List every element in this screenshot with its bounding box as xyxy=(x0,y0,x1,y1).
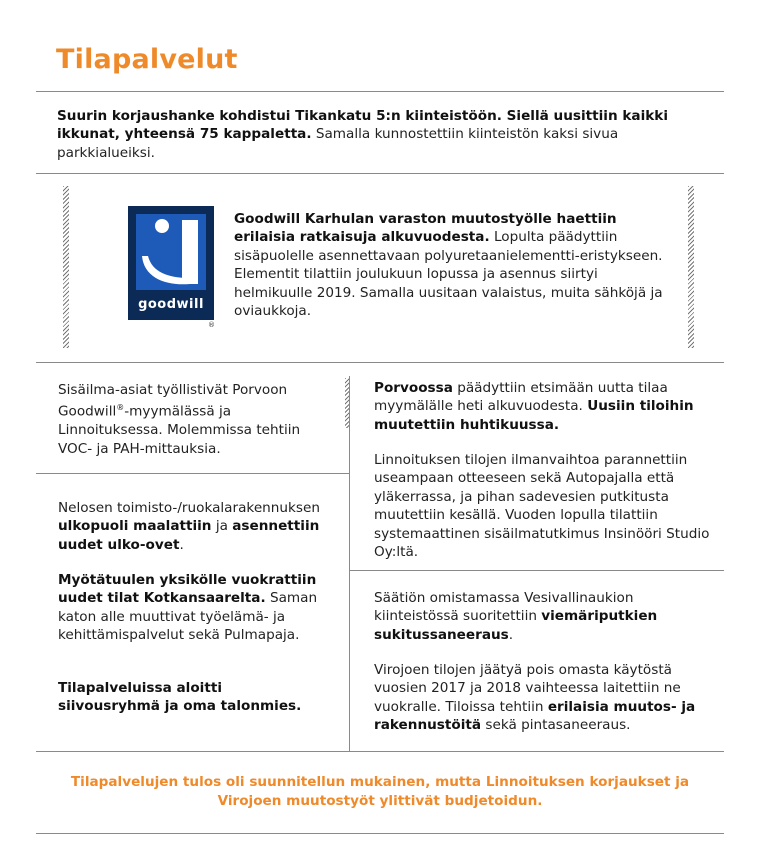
divider xyxy=(36,362,724,363)
left-paragraph-2 xyxy=(58,499,320,554)
left-p2-text-2: ja xyxy=(211,518,233,535)
right-p1-text: päädyttiin etsimään uutta tilaa myymälälle heti alkuvuodesta. xyxy=(374,380,668,415)
right-paragraph-2 xyxy=(374,451,714,561)
left-p1-text: Sisäilma-asiat työllistivät Porvoon Goodwill xyxy=(58,382,288,420)
divider xyxy=(349,570,724,571)
left-p2-bold-2: asennettiin uudet ulko-ovet xyxy=(58,518,320,553)
intro-bold: Suurin korjaushanke kohdistui Tikankatu 5:n kiinteistöön. Siellä uusittiin kaikki ikkunat, yhteensä 75 kappaletta. xyxy=(57,108,668,143)
right-paragraph-1 xyxy=(374,379,714,434)
footer-summary: Tilapalvelujen tulos oli suunnitellun mukainen, mutta Linnoituksen korjaukset ja Virojoen muutostyöt ylittivät budjetoidun. xyxy=(70,774,690,809)
goodwill-paragraph xyxy=(234,210,664,320)
goodwill-text: Lopulta päädyttiin sisäpuolelle asennettavaan polyuretaanielementti-eristykseen. Elementit tilattiin joulukuun lopussa ja asennus siirtyi helmikuulle 2019. Samalla uusitaan valaistus, muita sähköjä ja oviaukkoja. xyxy=(234,229,663,320)
registered-sup: ® xyxy=(116,403,125,413)
goodwill-logo xyxy=(128,206,214,320)
right-p4-bold: erilaisia muutos- ja rakennustöitä xyxy=(374,698,696,734)
goodwill-logo-mark xyxy=(136,214,206,290)
right-p1-bold-1: Porvoossa xyxy=(374,380,453,396)
left-paragraph-4 xyxy=(58,679,320,716)
right-paragraph-3 xyxy=(374,589,704,644)
column-divider xyxy=(349,376,350,751)
left-p4-bold: Tilapalveluissa aloitti siivousryhmä ja oma talonmies. xyxy=(58,680,302,715)
intro-text: Samalla kunnostettiin kiinteistön kaksi sivua parkkialueiksi. xyxy=(57,126,619,161)
right-p3-text: Säätiön omistamassa Vesivallinaukion kiinteistössä suoritettiin xyxy=(374,590,634,625)
right-paragraph-4 xyxy=(374,661,719,735)
right-p4-text: Virojoen tilojen jäätyä pois omasta käytöstä vuosien 2017 ja 2018 vaihteessa laitettiin ne vuokralle. Tiloissa tehtiin xyxy=(374,662,681,715)
left-paragraph-3 xyxy=(58,571,320,645)
smile-g-icon xyxy=(136,214,206,290)
intro-paragraph xyxy=(57,107,707,162)
right-p4-text-2: sekä pintasaneeraus. xyxy=(481,717,631,734)
right-p3-bold: viemäriputkien sukitussaneeraus xyxy=(374,608,658,643)
registered-mark: ® xyxy=(208,321,215,329)
divider xyxy=(36,751,724,752)
hatch-decoration xyxy=(63,186,69,348)
left-p2-text: Nelosen toimisto-/ruokalarakennuksen xyxy=(58,500,320,516)
left-p2-bold-1: ulkopuoli maalattiin xyxy=(58,518,212,535)
right-p1-bold-2: Uusiin tiloihin muutettiin huhtikuussa. xyxy=(374,398,694,433)
goodwill-logo-word: goodwill xyxy=(138,297,204,312)
left-p2-text-3: . xyxy=(179,536,184,553)
left-p3-text: Saman katon alle muuttivat työelämä- ja kehittämispalvelut sekä Pulmapaja. xyxy=(58,590,318,644)
divider xyxy=(36,833,724,834)
divider xyxy=(36,473,349,474)
hatch-decoration xyxy=(345,378,349,428)
right-p2-text: Linnoituksen tilojen ilmanvaihtoa parannettiin useampaan otteeseen sekä Autopajalla että yläkerrassa, ja pihan sadevesien putkitusta muutettiin kesällä. Vuoden lopulla tilattiin systemaattinen sisäilmatutkimus Insinööri Studio Oy:ltä. xyxy=(374,452,710,561)
left-paragraph-1 xyxy=(58,381,323,458)
goodwill-bold: Goodwill Karhulan varaston muutostyölle haettiin erilaisia ratkaisuja alkuvuodesta. xyxy=(234,211,617,246)
left-p3-bold: Myötätuulen yksikölle vuokrattiin uudet tilat Kotkansaarelta. xyxy=(58,572,317,607)
divider xyxy=(36,91,724,92)
hatch-decoration xyxy=(688,186,694,348)
divider xyxy=(36,173,724,174)
page-title: Tilapalvelut xyxy=(56,44,238,75)
right-p3-text-2: . xyxy=(508,626,514,643)
left-p1-text-2: -myymälässä ja Linnoituksessa. Molemmissa tehtiin VOC- ja PAH-mittauksia. xyxy=(58,403,301,457)
